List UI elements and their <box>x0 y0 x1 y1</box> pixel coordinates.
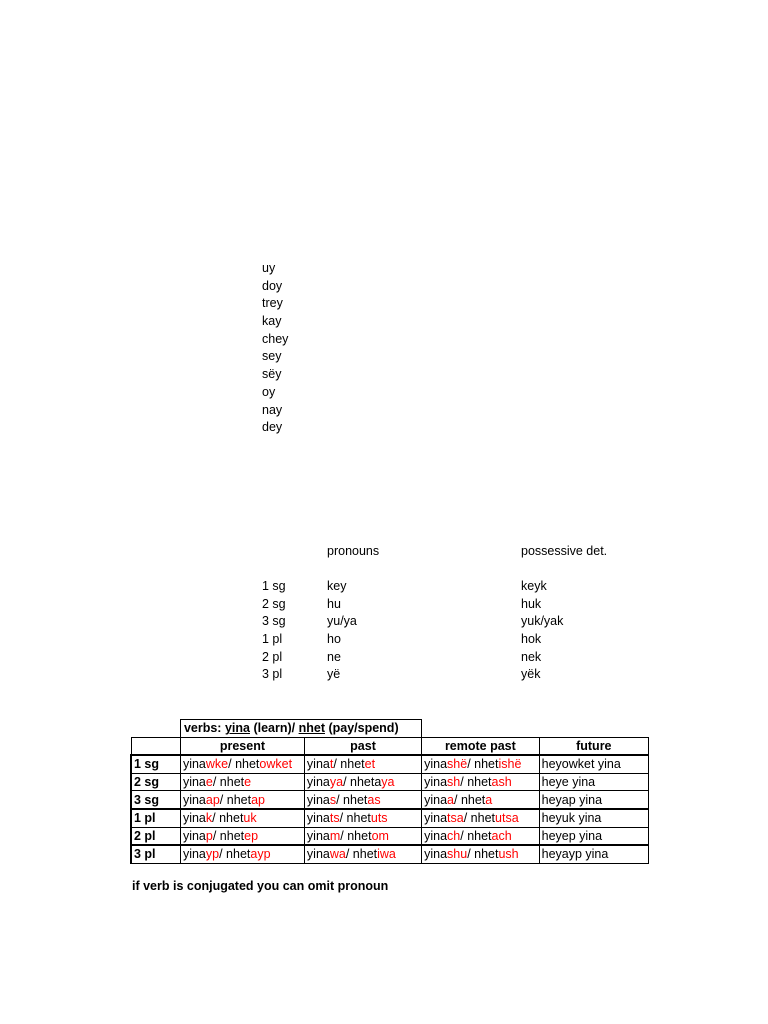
verb-title-row <box>131 720 649 738</box>
present-form <box>180 809 304 827</box>
future-form: heyap yina <box>539 791 648 809</box>
ending: ush <box>498 847 519 862</box>
column-header-present: present <box>180 737 304 755</box>
present-form <box>180 773 304 791</box>
verb1-gloss: (learn)/ <box>249 721 299 736</box>
ending: wa <box>329 847 346 862</box>
possessive-value: huk <box>521 596 542 611</box>
stem: / nhet <box>460 775 492 790</box>
stem: yina <box>306 757 330 772</box>
stem: yina <box>424 811 448 826</box>
remote-form <box>422 791 540 809</box>
future-form: heyayp yina <box>539 845 648 863</box>
future-form: heye yina <box>539 773 648 791</box>
past-form <box>304 827 421 845</box>
past-form <box>304 773 421 791</box>
present-form <box>180 827 304 845</box>
stem: yina <box>182 792 206 807</box>
possessive-value: keyk <box>521 579 547 593</box>
person-label: 2 sg <box>262 596 286 611</box>
stem: yina <box>306 775 330 790</box>
stem: / nhet <box>212 828 245 843</box>
ending: a <box>447 792 454 807</box>
ending: tsa <box>447 811 464 826</box>
ending: ch <box>447 828 461 843</box>
ending: ya <box>381 775 395 790</box>
verb-title <box>180 720 421 738</box>
ending: a <box>485 792 493 807</box>
number-item: nay <box>262 402 283 417</box>
ending: t <box>329 757 334 772</box>
stem: yina <box>182 828 206 843</box>
stem: yina <box>424 775 448 790</box>
table-row <box>131 773 649 791</box>
stem: / nhet <box>460 828 492 843</box>
row-person-label: 3 pl <box>131 845 180 863</box>
ending: s <box>329 792 337 807</box>
ending: ap <box>251 792 265 807</box>
table-row <box>131 791 649 809</box>
person-label: 1 pl <box>262 632 283 647</box>
conjugation-note: if verb is conjugated you can omit pronoun <box>132 879 389 893</box>
stem: / nhet <box>336 792 368 807</box>
stem: / nheta <box>343 775 382 790</box>
stem: yina <box>182 847 206 862</box>
row-person-label: 2 pl <box>131 827 180 845</box>
number-item: sey <box>262 349 282 364</box>
stem: yina <box>424 757 448 772</box>
pronoun-value: key <box>327 579 347 593</box>
table-row <box>131 845 649 863</box>
person-label: 3 sg <box>262 614 286 629</box>
ending: e <box>244 775 252 790</box>
ending: om <box>371 828 389 843</box>
row-person-label: 1 pl <box>131 809 180 827</box>
number-item: chey <box>262 331 289 346</box>
future-form: heyuk yina <box>539 809 648 827</box>
stem: / nhet <box>212 775 245 790</box>
verb2-gloss: (pay/spend) <box>324 721 399 736</box>
ending: ach <box>491 828 512 843</box>
stem: / nhet <box>339 811 371 826</box>
row-person-label: 1 sg <box>131 755 180 773</box>
stem: / nhet <box>212 811 244 826</box>
pronoun-value: yë <box>327 667 341 682</box>
ending: e <box>205 775 213 790</box>
remote-form <box>422 809 540 827</box>
stem: / nhet <box>219 847 251 862</box>
table-row <box>131 755 649 773</box>
ending: ash <box>491 775 512 790</box>
ending: shë <box>447 757 468 772</box>
stem: yina <box>424 847 448 862</box>
stem: / nhet <box>463 811 496 826</box>
ending: ts <box>329 811 340 826</box>
ending: ap <box>205 792 220 807</box>
ending: p <box>205 828 213 843</box>
ending: wke <box>205 757 229 772</box>
ending: m <box>329 828 341 843</box>
ending: k <box>205 811 213 826</box>
remote-form <box>422 755 540 773</box>
verb-conjugation-table <box>130 719 649 864</box>
table-row <box>131 809 649 827</box>
possessive-value: hok <box>521 632 542 647</box>
stem: / nhet <box>467 757 499 772</box>
possessive-value: nek <box>521 649 542 664</box>
row-person-label: 3 sg <box>131 791 180 809</box>
person-label: 2 pl <box>262 649 283 664</box>
stem: yina <box>306 828 330 843</box>
verb-header-row <box>131 737 649 755</box>
person-label: 1 sg <box>262 579 286 593</box>
stem: / nhet <box>467 847 499 862</box>
ending: ya <box>329 775 344 790</box>
ending: utsa <box>495 811 519 826</box>
number-item: dey <box>262 420 283 435</box>
number-item: kay <box>262 314 282 329</box>
number-item: uy <box>262 261 276 275</box>
number-item: trey <box>262 296 283 311</box>
remote-form <box>422 845 540 863</box>
present-form <box>180 791 304 809</box>
ending: ishë <box>498 757 522 772</box>
ending: et <box>364 757 376 772</box>
number-item: sëy <box>262 367 282 382</box>
corner-cell <box>131 737 180 755</box>
stem: yina <box>424 792 448 807</box>
stem: / nhet <box>340 828 372 843</box>
column-header-remote-past: remote past <box>422 737 540 755</box>
pronoun-value: ho <box>327 632 341 647</box>
remote-form <box>422 827 540 845</box>
possessive-value: yuk/yak <box>521 614 564 629</box>
ending: ep <box>244 828 259 843</box>
table-row <box>131 827 649 845</box>
past-form <box>304 809 421 827</box>
stem: / nhet <box>219 792 252 807</box>
number-item: oy <box>262 384 276 399</box>
number-item: doy <box>262 278 283 293</box>
stem: yina <box>306 792 330 807</box>
future-form: heyowket yina <box>539 755 648 773</box>
person-label: 3 pl <box>262 667 283 682</box>
pronouns-heading: pronouns <box>327 544 380 558</box>
ending: ayp <box>250 847 271 862</box>
ending: owket <box>259 757 293 772</box>
ending: uts <box>370 811 388 826</box>
stem: yina <box>182 811 206 826</box>
ending: sh <box>447 775 461 790</box>
possessive-value: yëk <box>521 667 541 682</box>
stem: yina <box>182 775 206 790</box>
column-header-past: past <box>304 737 421 755</box>
ending: yp <box>205 847 220 862</box>
verb1-name: yina <box>224 721 250 736</box>
pronoun-value: hu <box>327 596 341 611</box>
possessive-heading: possessive det. <box>521 544 608 558</box>
column-header-future: future <box>539 737 648 755</box>
ending: uk <box>243 811 257 826</box>
remote-form <box>422 773 540 791</box>
row-person-label: 2 sg <box>131 773 180 791</box>
stem: yina <box>182 757 206 772</box>
past-form <box>304 845 421 863</box>
future-form: heyep yina <box>539 827 648 845</box>
stem: / nhet <box>228 757 260 772</box>
ending: iwa <box>377 847 396 862</box>
pronoun-value: yu/ya <box>327 614 357 629</box>
stem: / nhet <box>333 757 365 772</box>
ending: as <box>367 792 381 807</box>
past-form <box>304 791 421 809</box>
stem: yina <box>306 811 330 826</box>
stem: / nhet <box>345 847 378 862</box>
present-form <box>180 755 304 773</box>
verb-title-prefix: verbs: <box>183 721 225 736</box>
ending: shu <box>447 847 468 862</box>
past-form <box>304 755 421 773</box>
pronoun-value: ne <box>327 649 341 664</box>
stem: yina <box>306 847 330 862</box>
stem: yina <box>424 828 448 843</box>
stem: / nhet <box>454 792 486 807</box>
present-form <box>180 845 304 863</box>
verb2-name: nhet <box>298 721 325 736</box>
